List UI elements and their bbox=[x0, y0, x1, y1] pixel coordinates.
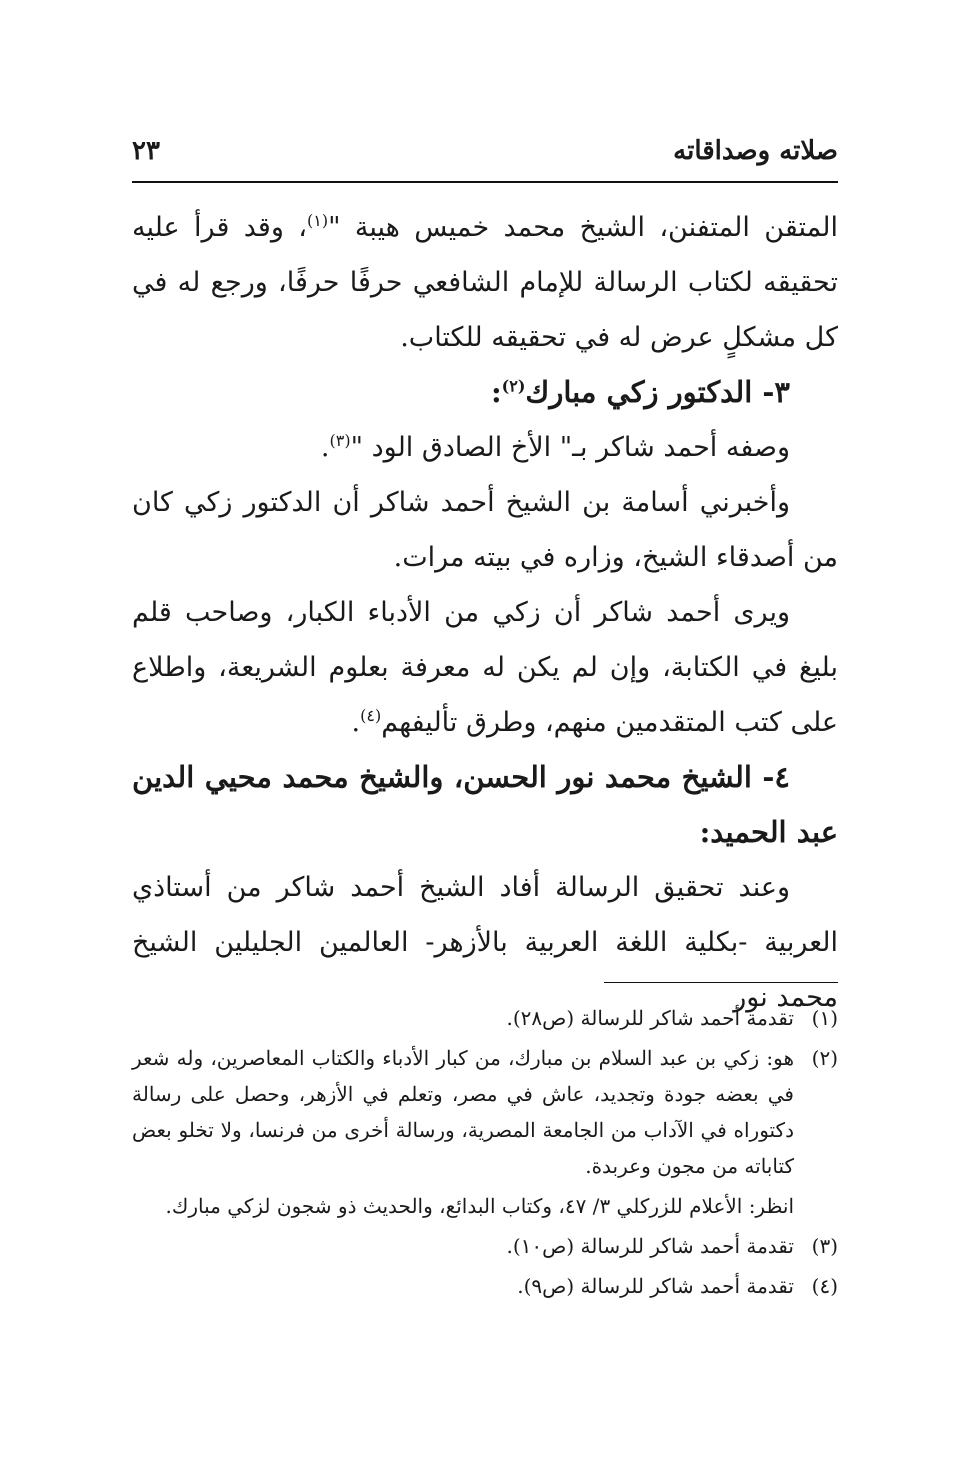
paragraph-1 bbox=[132, 200, 838, 365]
footnote-3-number: (٣) bbox=[811, 1234, 838, 1258]
header-rule bbox=[132, 181, 838, 183]
paragraph-4-text-b: . bbox=[351, 707, 361, 738]
main-text bbox=[132, 200, 838, 1025]
paragraph-3: وأخبرني أسامة بن الشيخ أحمد شاكر أن الدكتور زكي كان من أصدقاء الشيخ، وزاره في بيته مرات. bbox=[132, 487, 838, 573]
footnote-2-text: هو: زكي بن عبد السلام بن مبارك، من كبار الأدباء والكتاب المعاصرين، وله شعر في بعضه جودة وتجديد، عاش في مصر، وتعلم في الأزهر، وحصل على رسالة دكتوراه في الآداب من الجامعة المصرية، ورسالة أخرى من فرنسا، ولا تخلو بعض كتاباته من مجون وعربدة. bbox=[132, 1046, 794, 1178]
running-title: صلاته وصداقاته bbox=[673, 136, 838, 166]
footnote-ref-2: (٢) bbox=[501, 376, 526, 396]
footnote-3 bbox=[132, 1228, 838, 1264]
section-heading-3-text: ٣- الدكتور زكي مبارك bbox=[525, 375, 790, 409]
footnote-4-text: تقدمة أحمد شاكر للرسالة (ص٩). bbox=[517, 1274, 794, 1298]
paragraph-1-text-a: المتقن المتفنن، الشيخ محمد خميس هيبة " bbox=[328, 212, 838, 243]
footnote-1-number: (١) bbox=[811, 1006, 838, 1030]
paragraph-4-text-a: ويرى أحمد شاكر أن زكي من الأدباء الكبار، وصاحب قلم بليغ في الكتابة، وإن لم يكن له معرفة بعلوم الشريعة، واطلاع على كتب المتقدمين منهم، وطرق تأليفهم bbox=[132, 597, 838, 738]
footnote-ref-3: (٣) bbox=[329, 431, 351, 450]
paragraph-2-text-a: وصفه أحمد شاكر بـ" الأخ الصادق الود " bbox=[350, 432, 790, 463]
section-heading-3-colon: : bbox=[490, 375, 502, 409]
footnote-ref-1: (١) bbox=[306, 211, 329, 230]
footnote-2-reference: انظر: الأعلام للزركلي ٣/ ٤٧، وكتاب البدائع، والحديث ذو شجون لزكي مبارك. bbox=[165, 1194, 794, 1218]
paragraph-5: وعند تحقيق الرسالة أفاد الشيخ أحمد شاكر من أستاذي العربية -بكلية اللغة العربية بالأزهر- العالمين الجليلين الشيخ محمد نور bbox=[132, 872, 838, 1013]
footnote-1 bbox=[132, 1000, 838, 1036]
paragraph-2 bbox=[132, 420, 838, 475]
section-heading-3 bbox=[132, 365, 838, 420]
footnote-2 bbox=[132, 1040, 838, 1184]
paragraph-2-text-b: . bbox=[320, 432, 330, 463]
page-number: ٢٣ bbox=[132, 136, 160, 166]
footnote-4-number: (٤) bbox=[811, 1274, 838, 1298]
section-heading-4: ٤- الشيخ محمد نور الحسن، والشيخ محمد محيي الدين عبد الحميد: bbox=[132, 760, 838, 849]
footnotes bbox=[132, 1000, 838, 1308]
paragraph-1-text-b: ، وقد قرأ عليه تحقيقه لكتاب الرسالة للإمام الشافعي حرفًا حرفًا، ورجع له في كل مشكلٍ عرض له في تحقيقه للكتاب. bbox=[132, 212, 838, 353]
page-header bbox=[132, 132, 838, 176]
footnote-3-text: تقدمة أحمد شاكر للرسالة (ص١٠). bbox=[506, 1234, 794, 1258]
footnote-2-number: (٢) bbox=[811, 1046, 838, 1070]
footnote-rule bbox=[604, 982, 838, 983]
footnote-4 bbox=[132, 1268, 838, 1304]
footnote-ref-4: (٤) bbox=[360, 706, 382, 725]
footnote-1-text: تقدمة أحمد شاكر للرسالة (ص٢٨). bbox=[506, 1006, 794, 1030]
paragraph-4 bbox=[132, 585, 838, 750]
